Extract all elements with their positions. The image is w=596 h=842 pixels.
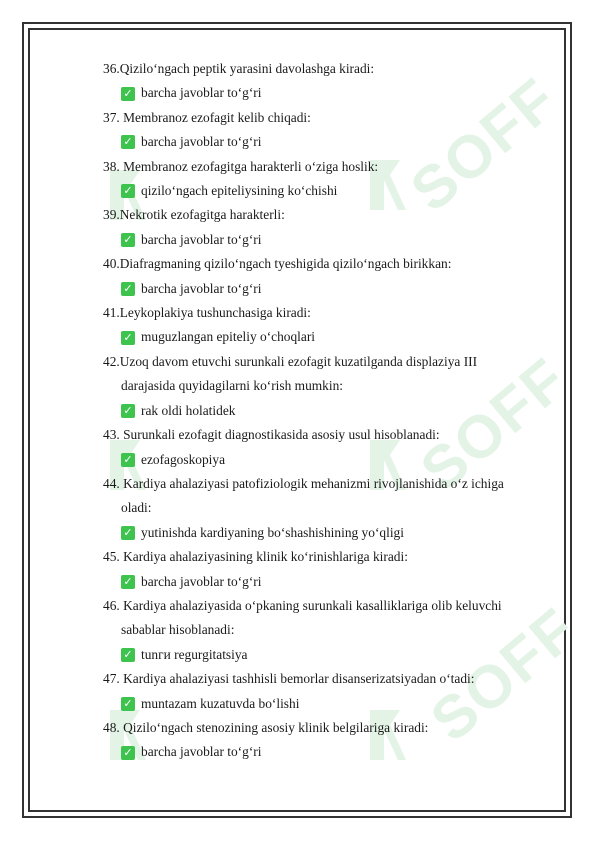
question-item (103, 423, 533, 472)
check-mark-icon: ✓ (121, 526, 135, 540)
question-text: 43. Surunkali ezofagit diagnostikasida asosiy usul hisoblanadi: (103, 427, 440, 443)
answer-text: barcha javoblar to‘g‘ri (141, 85, 262, 101)
watermark-text: SOFF (398, 64, 570, 225)
check-mark-icon: ✓ (121, 87, 135, 101)
answer-text: barcha javoblar to‘g‘ri (141, 134, 262, 150)
watermark-text: SOFF (408, 344, 580, 505)
question-text: 46. Kardiya ahalaziyasida o‘pkaning surunkali kasalliklariga olib keluvchi (103, 597, 502, 613)
answer-line (121, 130, 533, 154)
question-list (103, 57, 533, 765)
question-text: 45. Kardiya ahalaziyasining klinik ko‘rinishlariga kiradi: (103, 549, 408, 565)
check-mark-icon: ✓ (121, 282, 135, 296)
check-mark-icon: ✓ (121, 697, 135, 711)
question-text-continued: sabablar hisoblanadi: (121, 622, 235, 638)
answer-text: barcha javoblar to‘g‘ri (141, 280, 262, 296)
question-text: 42.Uzoq davom etuvchi surunkali ezofagit kuzatilganda displaziya III (103, 353, 478, 369)
check-mark-icon: ✓ (121, 233, 135, 247)
answer-line (121, 643, 533, 667)
answer-line (121, 740, 533, 764)
answer-text: ezofagoskopiya (141, 451, 226, 467)
answer-text: yutinishda kardiyaning bo‘shashishining yo‘qligi (141, 524, 404, 540)
check-mark-icon: ✓ (121, 575, 135, 589)
check-mark-icon: ✓ (121, 404, 135, 418)
question-item (103, 57, 533, 106)
answer-line (121, 81, 533, 105)
question-item (103, 106, 533, 155)
question-item (103, 545, 533, 594)
answer-text: tunги regurgitatsiya (141, 646, 248, 662)
question-item (103, 594, 533, 667)
question-text-continued: darajasida quyidagilarni ko‘rish mumkin: (121, 378, 344, 394)
check-mark-icon: ✓ (121, 453, 135, 467)
question-text: 41.Leykoplakiya tushunchasiga kiradi: (103, 305, 311, 321)
answer-line (121, 179, 533, 203)
answer-text: muguzlangan epiteliy o‘choqlari (141, 329, 316, 345)
question-item (103, 301, 533, 350)
check-mark-icon: ✓ (121, 648, 135, 662)
question-item (103, 716, 533, 765)
question-text: 40.Diafragmaning qizilo‘ngach tyeshigida qizilo‘ngach birikkan: (103, 256, 452, 272)
answer-line (121, 692, 533, 716)
answer-line (121, 521, 533, 545)
question-item (103, 472, 533, 545)
question-text: 48. Qizilo‘ngach stenozining asosiy klinik belgilariga kiradi: (103, 719, 429, 735)
check-mark-icon: ✓ (121, 135, 135, 149)
answer-line (121, 325, 533, 349)
check-mark-icon: ✓ (121, 331, 135, 345)
question-text: 47. Kardiya ahalaziyasi tashhisli bemorlar disanserizatsiyadan o‘tadi: (103, 671, 475, 687)
answer-line (121, 228, 533, 252)
answer-text: muntazam kuzatuvda bo‘lishi (141, 695, 300, 711)
answer-text: barcha javoblar to‘g‘ri (141, 231, 262, 247)
answer-line (121, 570, 533, 594)
watermark-text: SOFF (418, 594, 590, 755)
check-mark-icon: ✓ (121, 184, 135, 198)
answer-text: barcha javoblar to‘g‘ri (141, 744, 262, 760)
answer-line (121, 448, 533, 472)
answer-text: rak oldi holatidek (141, 402, 236, 418)
check-mark-icon: ✓ (121, 746, 135, 760)
question-text: 44. Kardiya ahalaziyasi patofiziologik mehanizmi rivojlanishida o‘z ichiga (103, 475, 504, 491)
question-text: 38. Membranoz ezofagitga harakterli o‘ziga hoslik: (103, 158, 379, 174)
answer-text: qizilo‘ngach epiteliysining ko‘chishi (141, 183, 338, 199)
question-text-continued: oladi: (121, 500, 152, 516)
question-item (103, 155, 533, 204)
question-text: 39.Nekrotik ezofagitga harakterli: (103, 207, 285, 223)
question-item (103, 252, 533, 301)
question-text: 37. Membranoz ezofagit kelib chiqadi: (103, 109, 311, 125)
answer-line (121, 399, 533, 423)
question-text: 36.Qizilo‘ngach peptik yarasini davolashga kiradi: (103, 61, 375, 76)
question-item (103, 350, 533, 423)
answer-line (121, 277, 533, 301)
question-item (103, 203, 533, 252)
question-item (103, 667, 533, 716)
answer-text: barcha javoblar to‘g‘ri (141, 573, 262, 589)
